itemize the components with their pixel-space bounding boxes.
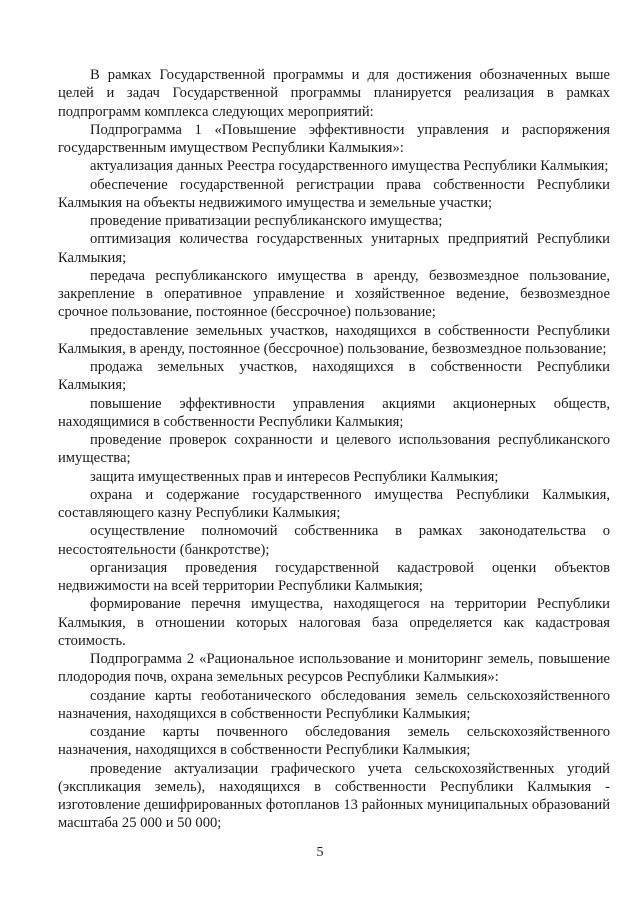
paragraph-item: обеспечение государственной регистрации права собственности Республики Калмыкия на объекты недвижимого имущества и земельные участки; xyxy=(58,176,610,211)
paragraph-item: повышение эффективности управления акциями акционерных обществ, находящимися в собственности Республики Калмыкия; xyxy=(58,395,610,430)
paragraph-item: проведение приватизации республиканского имущества; xyxy=(90,213,443,229)
paragraph-item: организация проведения государственной кадастровой оценки объектов недвижимости на всей территории Республики Калмыкия; xyxy=(58,559,610,594)
paragraph-item: охрана и содержание государственного имущества Республики Калмыкия, составляющего казну Республики Калмыкия; xyxy=(58,486,610,521)
paragraph-item: актуализация данных Реестра государственного имущества Республики Калмыкия; xyxy=(90,158,609,175)
paragraph-item: создание карты геоботанического обследования земель сельскохозяйственного назначения, находящихся в собственности Республики Калмыкия; xyxy=(58,687,610,722)
paragraph-item: предоставление земельных участков, находящихся в собственности Республики Калмыкия, в аренду, постоянное (бессрочное) пользование, безвозмездное пользование; xyxy=(58,322,610,357)
paragraph-item: формирование перечня имущества, находящегося на территории Республики Калмыкия, в отношении которых налоговая база определяется как кадастровая стоимость. xyxy=(58,596,610,649)
paragraph-item: создание карты почвенного обследования земель сельскохозяйственного назначения, находящихся в собственности Республики Калмыкия; xyxy=(58,724,610,759)
paragraph-item: передача республиканского имущества в аренду, безвозмездное пользование, закрепление в оперативное управление и хозяйственное ведение, безвозмездное срочное пользование, постоянное (бессрочное) пользование; xyxy=(58,267,610,321)
paragraph-item: осуществление полномочий собственника в рамках законодательства о несостоятельности (банкротстве); xyxy=(58,523,610,558)
paragraph-subprogram-2-heading: Подпрограмма 2 «Рациональное использование и мониторинг земель, повышение плодородия почв, охрана земельных ресурсов Республики Калмыкия»: xyxy=(58,651,610,686)
paragraph-item: защита имущественных прав и интересов Республики Калмыкия; xyxy=(90,468,499,485)
paragraph-item: оптимизация количества государственных унитарных предприятий Республики Калмыкия; xyxy=(58,231,610,266)
paragraph-item: продажа земельных участков, находящихся в собственности Республики Калмыкия; xyxy=(58,359,610,394)
paragraph-intro: В рамках Государственной программы и для достижения обозначенных выше целей и задач Государственной программы планируется реализация в рамках подпрограмм комплекса следующих мероприятий: xyxy=(58,67,610,120)
document-body xyxy=(58,66,610,833)
paragraph-item: проведение проверок сохранности и целевого использования республиканского имущества; xyxy=(58,432,610,467)
paragraph-subprogram-1-heading: Подпрограмма 1 «Повышение эффективности управления и распоряжения государственным имуществом Республики Калмыкия»: xyxy=(58,121,610,156)
paragraph-item: проведение актуализации графического учета сельскохозяйственных угодий (экспликация земель), находящихся в собственности Республики Калмыкия - изготовление дешифрированных фотопланов 13 районных муниципальных образований масштаба 25 000 и 50 000; xyxy=(58,760,610,832)
page-number: 5 xyxy=(316,845,324,860)
